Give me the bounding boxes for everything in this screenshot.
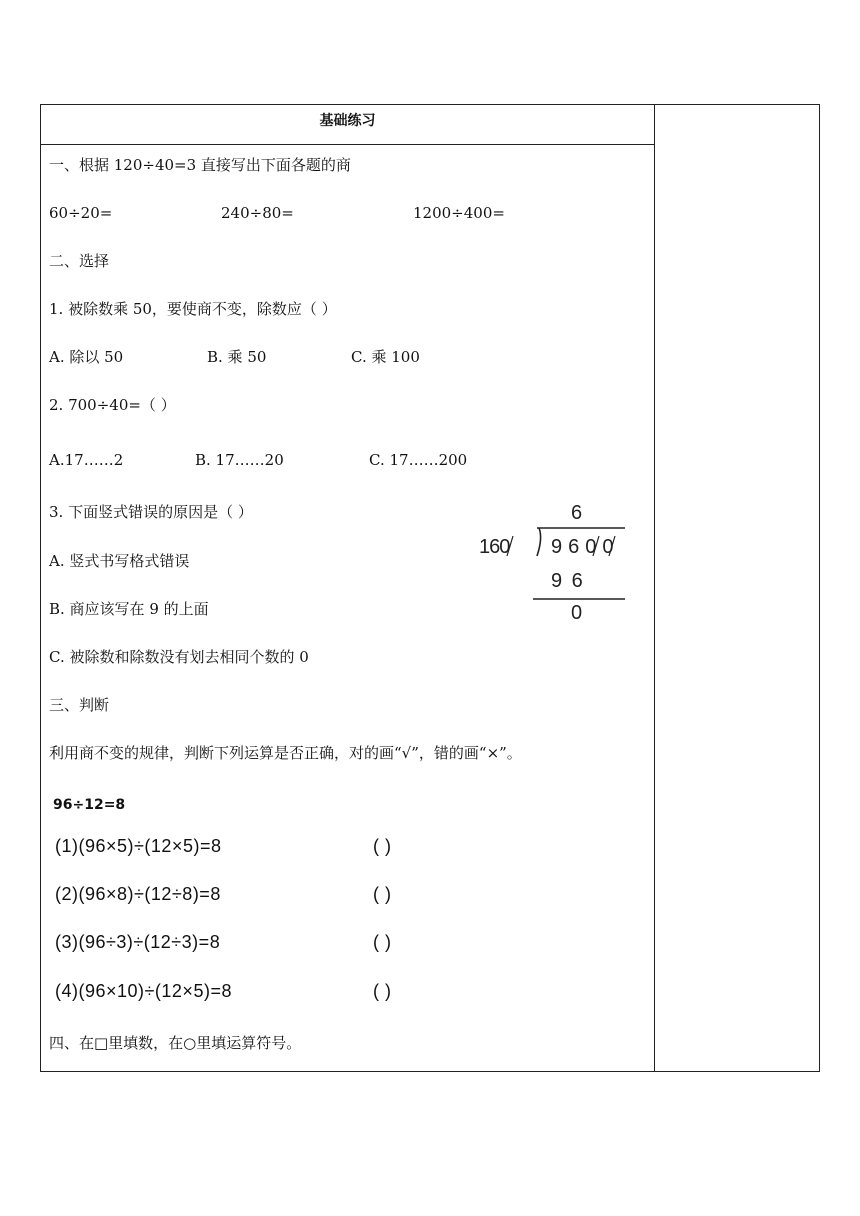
- remainder: 0: [571, 602, 583, 624]
- product-row: 9 6: [551, 570, 585, 592]
- q1-option-a: A. 除以 50: [49, 348, 124, 366]
- q1-option-c: C. 乘 100: [351, 348, 420, 366]
- dividend: 9600: [551, 536, 620, 558]
- q3-stem: 3. 下面竖式错误的原因是（ ）: [49, 503, 253, 521]
- q2-option-b: B. 17……20: [195, 451, 284, 469]
- judge-item-3-blank[interactable]: ( ): [373, 932, 392, 952]
- q1-stem: 1. 被除数乘 50，要使商不变，除数应（ ）: [49, 300, 337, 318]
- worksheet-table: [40, 104, 820, 1072]
- q3-option-b: B. 商应该写在 9 的上面: [49, 600, 209, 618]
- judge-item-1-expr: (1)(96×5)÷(12×5)=8: [55, 836, 222, 856]
- q3-option-a: A. 竖式书写格式错误: [49, 552, 190, 570]
- section4-heading: 四、在□里填数，在○里填运算符号。: [49, 1034, 302, 1052]
- header-divider: [41, 144, 654, 145]
- judge-item-2-expr: (2)(96×8)÷(12÷8)=8: [55, 884, 221, 904]
- section1-item-2: 240÷80=: [221, 204, 294, 222]
- section3-heading: 三、判断: [49, 696, 110, 714]
- section1-item-3: 1200÷400=: [413, 204, 505, 222]
- judge-item-3-expr: (3)(96÷3)÷(12÷3)=8: [55, 932, 221, 952]
- section3-instruction: 利用商不变的规律，判断下列运算是否正确，对的画“√”，错的画“×”。: [49, 744, 522, 762]
- divisor: 160: [479, 536, 510, 558]
- q3-option-c: C. 被除数和除数没有划去相同个数的 0: [49, 648, 309, 666]
- q1-option-b: B. 乘 50: [207, 348, 267, 366]
- long-division-lines: [477, 498, 627, 628]
- q2-stem: 2. 700÷40=（ ）: [49, 396, 176, 414]
- q2-option-c: C. 17……200: [369, 451, 468, 469]
- column-divider: [654, 105, 655, 1071]
- judge-item-1-blank[interactable]: ( ): [373, 836, 392, 856]
- q2-option-a: A.17……2: [49, 451, 124, 469]
- worksheet-title: 基础练习: [319, 113, 376, 129]
- section1-heading: 一、根据 120÷40=3 直接写出下面各题的商: [49, 156, 351, 174]
- quotient-digit: 6: [571, 502, 583, 524]
- long-division-figure: [477, 498, 627, 628]
- section2-heading: 二、选择: [49, 252, 110, 270]
- judge-item-2-blank[interactable]: ( ): [373, 884, 392, 904]
- judge-item-4-expr: (4)(96×10)÷(12×5)=8: [55, 981, 232, 1001]
- judge-item-4-blank[interactable]: ( ): [373, 981, 392, 1001]
- section1-item-1: 60÷20=: [49, 204, 113, 222]
- given-equation: 96÷12=8: [53, 797, 126, 813]
